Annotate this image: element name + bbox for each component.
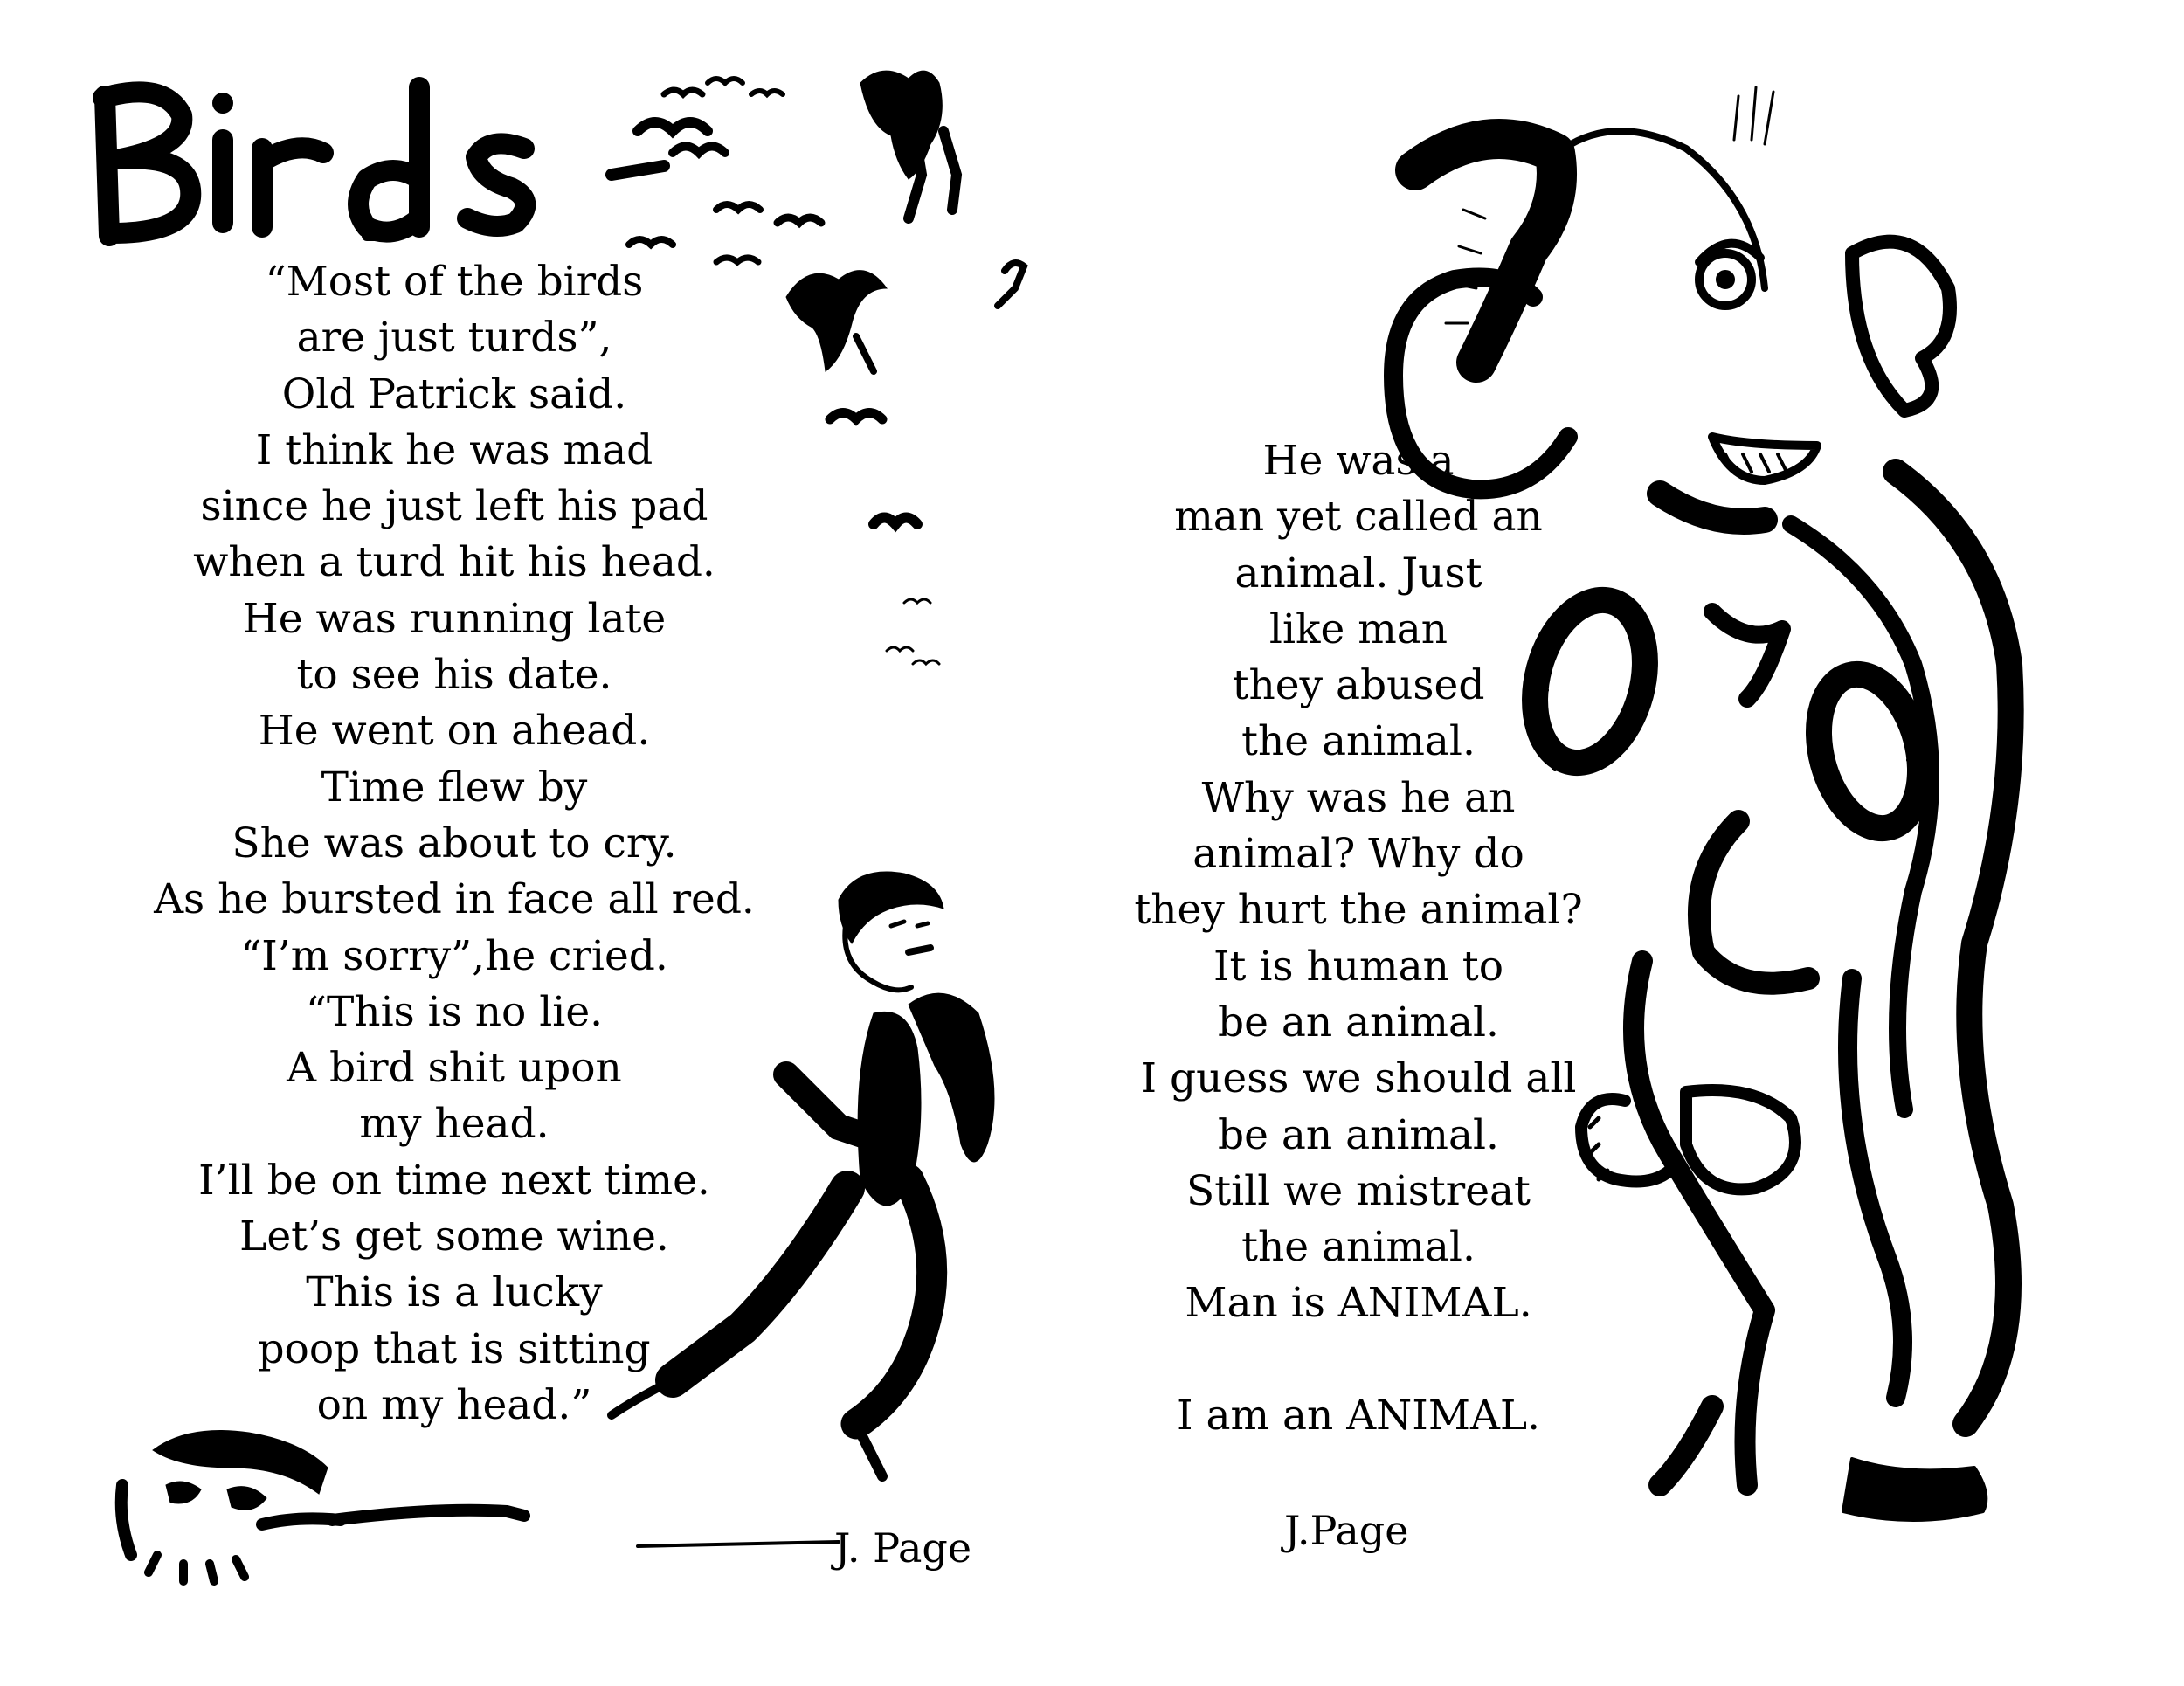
poem-line: are just turds”, [296, 314, 612, 363]
poem-line: be an animal. [1218, 998, 1499, 1047]
poem-line: He went on ahead. [258, 707, 651, 756]
poem-line: Why was he an [1201, 773, 1516, 822]
poem-line: to see his date. [296, 651, 612, 700]
poem-line: I think he was mad [255, 425, 653, 474]
poem-line: they hurt the animal? [1134, 886, 1583, 935]
poem-animal [1096, 433, 1621, 1444]
poem-line: “I’m sorry”,he cried. [240, 931, 668, 980]
poem-line: man yet called an [1174, 493, 1543, 542]
poem-line: the animal. [1241, 717, 1476, 766]
poem-line: He was a [1262, 437, 1455, 485]
poem-line: they abused [1232, 661, 1485, 710]
poem-line: when a turd hit his head. [193, 538, 715, 587]
poem-line: the animal. [1241, 1223, 1476, 1272]
poem-line: “This is no lie. [305, 987, 604, 1036]
poem-line: It is human to [1213, 942, 1503, 991]
poem-line: since he just left his pad [200, 482, 708, 531]
poem-line: Time flew by [321, 763, 588, 812]
poem-line: I guess we should all [1140, 1054, 1577, 1103]
poem-line [1096, 1332, 1621, 1388]
skull-icon [121, 1431, 524, 1582]
poem-line: Old Patrick said. [281, 370, 627, 418]
poem-line: Still we mistreat [1186, 1166, 1531, 1215]
signature-birds: J. Page [834, 1524, 972, 1572]
poem-line: poop that is sitting [258, 1324, 651, 1373]
poem-line: “Most of the birds [265, 258, 644, 306]
page-title [87, 70, 577, 280]
poem-line: I am an ANIMAL. [1176, 1391, 1541, 1440]
poem-line: my head. [359, 1100, 549, 1149]
poem-line: be an animal. [1218, 1110, 1499, 1159]
poem-line: He was running late [242, 594, 667, 643]
poem-line: A bird shit upon [287, 1044, 622, 1093]
signature-animal: J.Page [1284, 1507, 1409, 1554]
poem-birds [114, 254, 795, 1434]
poem-line: animal? Why do [1192, 830, 1524, 879]
poem-line: Man is ANIMAL. [1185, 1279, 1532, 1328]
poem-line: Let’s get some wine. [239, 1213, 669, 1261]
poem-line: As he bursted in face all red. [154, 875, 755, 924]
poem-line: I’ll be on time next time. [198, 1156, 710, 1205]
poem-line: on my head.” [316, 1380, 592, 1429]
poem-line: This is a lucky [306, 1268, 603, 1317]
poem-line: like man [1268, 605, 1448, 653]
poem-line: animal. Just [1234, 549, 1482, 598]
poem-line: She was about to cry. [232, 819, 677, 867]
